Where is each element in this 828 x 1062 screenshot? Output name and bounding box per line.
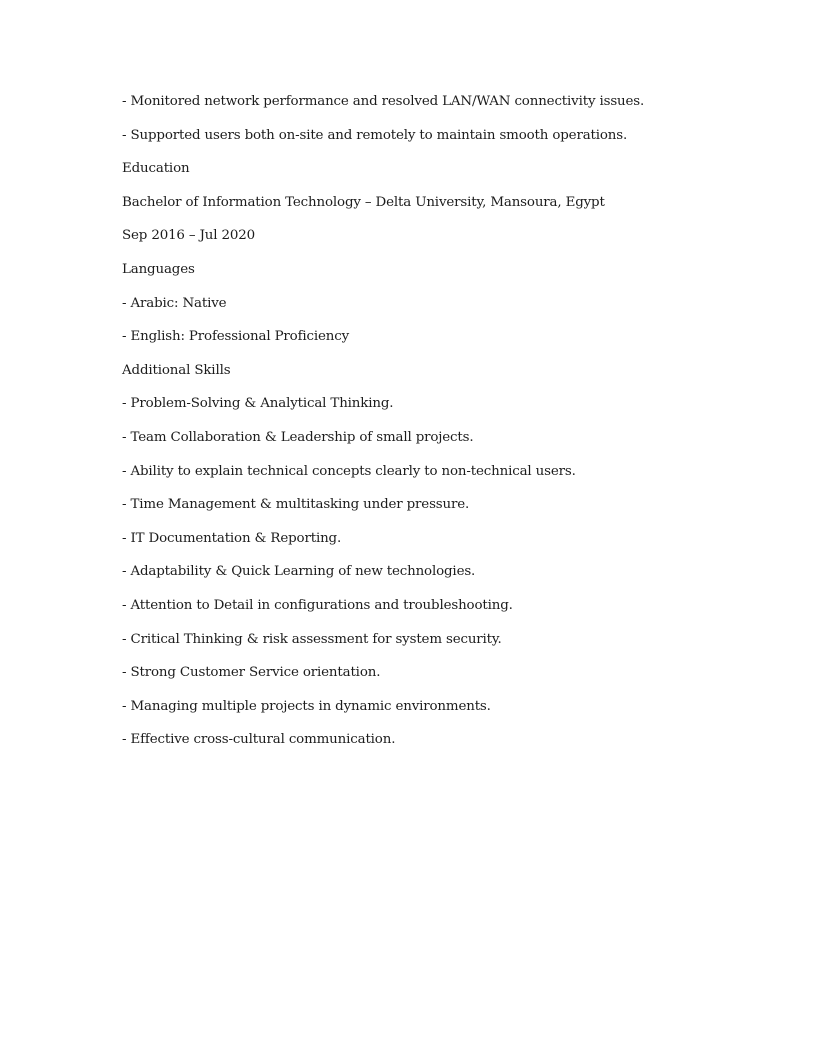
skill-item: - Ability to explain technical concepts clearly to non-technical users. <box>122 463 576 479</box>
language-item: - Arabic: Native <box>122 295 227 311</box>
language-item: - English: Professional Proficiency <box>122 329 350 345</box>
education-dates: Sep 2016 – Jul 2020 <box>122 228 255 244</box>
experience-bullet: - Monitored network performance and resolved LAN/WAN connectivity issues. <box>122 94 645 109</box>
skill-item: - Problem-Solving & Analytical Thinking. <box>122 396 394 412</box>
additional-skills-heading: Additional Skills <box>122 362 231 378</box>
skill-item: - Critical Thinking & risk assessment for system security. <box>122 631 502 647</box>
skill-item: - Effective cross-cultural communication. <box>122 732 396 748</box>
resume-content <box>122 92 802 764</box>
education-degree: Bachelor of Information Technology – Delta University, Mansoura, Egypt <box>122 194 605 210</box>
skill-item: - Adaptability & Quick Learning of new technologies. <box>122 564 476 580</box>
skill-item: - Attention to Detail in configurations and troubleshooting. <box>122 597 513 613</box>
skill-item: - Time Management & multitasking under pressure. <box>122 497 470 513</box>
education-heading: Education <box>122 161 190 177</box>
skill-item: - Team Collaboration & Leadership of small projects. <box>122 429 474 445</box>
languages-heading: Languages <box>122 261 195 277</box>
experience-bullet: - Supported users both on-site and remotely to maintain smooth operations. <box>122 127 628 143</box>
skill-item: - Strong Customer Service orientation. <box>122 665 381 681</box>
skill-item: - IT Documentation & Reporting. <box>122 530 342 546</box>
skill-item: - Managing multiple projects in dynamic environments. <box>122 698 491 714</box>
